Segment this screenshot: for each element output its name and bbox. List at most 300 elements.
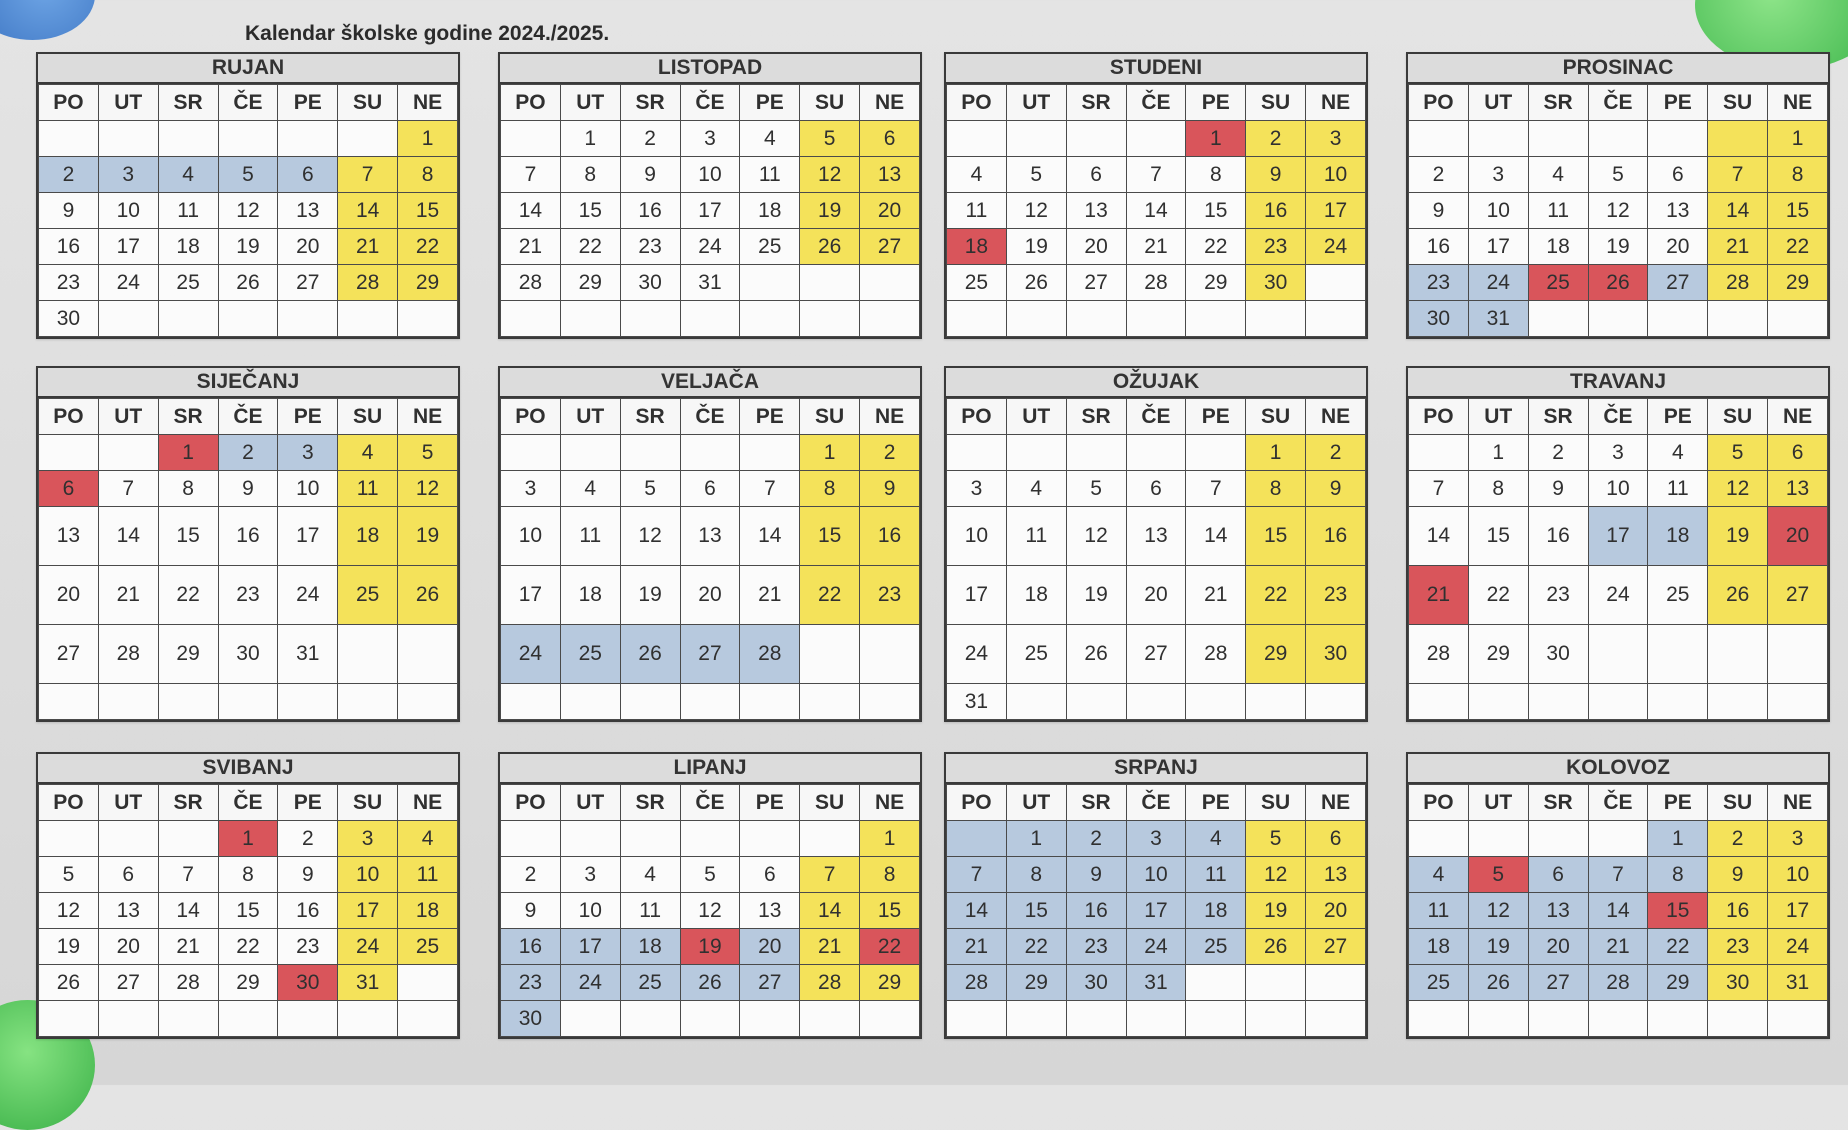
day-cell: 8	[1186, 157, 1246, 193]
day-cell: 14	[1126, 193, 1186, 229]
day-cell	[39, 121, 99, 157]
day-cell: 23	[1306, 566, 1366, 625]
day-cell	[800, 301, 860, 337]
day-header: NE	[860, 85, 920, 121]
day-cell: 13	[860, 157, 920, 193]
day-cell: 13	[1306, 857, 1366, 893]
day-cell: 10	[338, 857, 398, 893]
day-cell: 9	[860, 471, 920, 507]
day-cell: 4	[1528, 157, 1588, 193]
day-cell	[398, 684, 458, 720]
day-cell: 12	[680, 893, 740, 929]
day-cell	[398, 625, 458, 684]
day-cell: 19	[1006, 229, 1066, 265]
day-cell	[560, 821, 620, 857]
day-cell: 4	[1648, 435, 1708, 471]
day-cell: 20	[680, 566, 740, 625]
day-cell: 25	[338, 566, 398, 625]
day-cell	[1066, 1001, 1126, 1037]
day-cell: 4	[740, 121, 800, 157]
day-cell: 29	[1648, 965, 1708, 1001]
day-cell: 16	[1409, 229, 1469, 265]
day-cell	[1306, 684, 1366, 720]
day-cell	[1708, 684, 1768, 720]
day-cell: 21	[1588, 929, 1648, 965]
day-header: ČE	[1126, 85, 1186, 121]
day-cell: 21	[98, 566, 158, 625]
day-cell: 6	[1528, 857, 1588, 893]
day-header: PO	[39, 85, 99, 121]
day-header: NE	[398, 785, 458, 821]
day-cell: 26	[680, 965, 740, 1001]
day-cell: 11	[1186, 857, 1246, 893]
day-cell	[1306, 265, 1366, 301]
day-cell: 10	[501, 507, 561, 566]
day-cell: 23	[218, 566, 278, 625]
day-cell: 4	[947, 157, 1007, 193]
day-cell: 10	[1588, 471, 1648, 507]
day-header: UT	[98, 399, 158, 435]
month-table	[1408, 784, 1828, 1037]
day-cell: 11	[398, 857, 458, 893]
day-cell: 7	[338, 157, 398, 193]
day-cell: 28	[947, 965, 1007, 1001]
day-cell	[860, 1001, 920, 1037]
day-cell: 27	[680, 625, 740, 684]
day-cell	[1246, 301, 1306, 337]
day-cell	[1588, 1001, 1648, 1037]
month-table	[1408, 84, 1828, 337]
blue-magnet-decoration	[0, 0, 95, 40]
day-cell: 22	[1648, 929, 1708, 965]
day-cell: 17	[1588, 507, 1648, 566]
day-header: SU	[800, 785, 860, 821]
day-cell	[1126, 301, 1186, 337]
day-cell: 11	[560, 507, 620, 566]
day-header: UT	[560, 399, 620, 435]
day-cell: 25	[1648, 566, 1708, 625]
month-name: TRAVANJ	[1408, 368, 1828, 398]
day-cell: 25	[560, 625, 620, 684]
day-cell: 12	[1246, 857, 1306, 893]
day-cell: 29	[560, 265, 620, 301]
day-cell: 18	[338, 507, 398, 566]
day-cell	[620, 1001, 680, 1037]
day-cell: 28	[1126, 265, 1186, 301]
day-header: SU	[800, 85, 860, 121]
day-cell: 17	[680, 193, 740, 229]
day-cell	[98, 121, 158, 157]
day-cell: 3	[1588, 435, 1648, 471]
day-cell: 31	[278, 625, 338, 684]
day-cell	[1708, 625, 1768, 684]
day-cell: 6	[98, 857, 158, 893]
day-header: ČE	[1588, 399, 1648, 435]
day-header: PO	[501, 399, 561, 435]
day-cell: 16	[1708, 893, 1768, 929]
day-cell: 27	[39, 625, 99, 684]
month-prosinac	[1406, 52, 1830, 339]
day-cell	[1186, 684, 1246, 720]
day-header: PE	[1648, 399, 1708, 435]
day-cell: 13	[1066, 193, 1126, 229]
day-cell: 28	[98, 625, 158, 684]
day-cell	[398, 1001, 458, 1037]
day-header: SU	[1708, 85, 1768, 121]
day-cell	[1648, 684, 1708, 720]
day-cell: 21	[1409, 566, 1469, 625]
day-cell: 30	[1409, 301, 1469, 337]
month-name: SIJEČANJ	[38, 368, 458, 398]
day-cell: 13	[1768, 471, 1828, 507]
day-cell	[1468, 1001, 1528, 1037]
day-cell	[860, 684, 920, 720]
day-cell: 23	[1246, 229, 1306, 265]
day-cell: 27	[1066, 265, 1126, 301]
day-header: SR	[1528, 399, 1588, 435]
day-cell: 4	[338, 435, 398, 471]
day-cell: 16	[501, 929, 561, 965]
day-cell: 22	[398, 229, 458, 265]
day-cell: 1	[1006, 821, 1066, 857]
day-cell: 30	[278, 965, 338, 1001]
day-header: PO	[947, 399, 1007, 435]
day-cell: 16	[1528, 507, 1588, 566]
day-cell: 20	[98, 929, 158, 965]
day-cell: 17	[501, 566, 561, 625]
day-cell: 2	[501, 857, 561, 893]
day-cell: 2	[1306, 435, 1366, 471]
day-cell: 26	[1588, 265, 1648, 301]
day-cell: 22	[1246, 566, 1306, 625]
day-cell	[1648, 301, 1708, 337]
day-cell: 19	[218, 229, 278, 265]
day-cell: 4	[1006, 471, 1066, 507]
month-table	[38, 398, 458, 720]
day-cell: 12	[1708, 471, 1768, 507]
day-header: NE	[398, 399, 458, 435]
day-cell: 30	[39, 301, 99, 337]
day-cell	[1126, 435, 1186, 471]
day-cell: 7	[158, 857, 218, 893]
day-cell: 22	[1768, 229, 1828, 265]
day-cell: 1	[218, 821, 278, 857]
day-header: ČE	[680, 785, 740, 821]
day-cell	[338, 625, 398, 684]
day-cell: 11	[338, 471, 398, 507]
day-cell: 28	[1409, 625, 1469, 684]
day-cell: 21	[740, 566, 800, 625]
day-cell: 15	[1006, 893, 1066, 929]
day-cell: 29	[1246, 625, 1306, 684]
day-cell	[1768, 301, 1828, 337]
day-cell: 9	[1409, 193, 1469, 229]
day-cell: 7	[1186, 471, 1246, 507]
day-cell: 13	[39, 507, 99, 566]
day-cell: 19	[1066, 566, 1126, 625]
day-cell	[1588, 821, 1648, 857]
day-cell: 8	[1246, 471, 1306, 507]
day-cell	[338, 121, 398, 157]
month-ožujak	[944, 366, 1368, 722]
day-cell: 12	[218, 193, 278, 229]
day-header: NE	[1768, 85, 1828, 121]
day-cell: 6	[1306, 821, 1366, 857]
day-header: UT	[98, 785, 158, 821]
day-cell: 4	[1186, 821, 1246, 857]
day-cell: 20	[1648, 229, 1708, 265]
day-cell	[1126, 121, 1186, 157]
day-cell: 6	[1648, 157, 1708, 193]
month-studeni	[944, 52, 1368, 339]
month-svibanj	[36, 752, 460, 1039]
day-header: PE	[740, 785, 800, 821]
day-cell: 29	[1186, 265, 1246, 301]
month-table	[500, 784, 920, 1037]
day-cell: 23	[39, 265, 99, 301]
day-cell: 10	[680, 157, 740, 193]
month-table	[500, 84, 920, 337]
day-cell	[1648, 1001, 1708, 1037]
day-cell: 14	[1186, 507, 1246, 566]
day-cell: 23	[1409, 265, 1469, 301]
day-cell: 23	[1528, 566, 1588, 625]
day-header: UT	[1468, 785, 1528, 821]
day-cell: 7	[501, 157, 561, 193]
day-cell: 16	[218, 507, 278, 566]
day-cell: 9	[1306, 471, 1366, 507]
day-cell	[1186, 965, 1246, 1001]
day-cell: 9	[218, 471, 278, 507]
day-cell: 25	[398, 929, 458, 965]
day-cell: 3	[1768, 821, 1828, 857]
day-cell	[501, 435, 561, 471]
day-cell: 24	[560, 965, 620, 1001]
day-cell: 9	[1066, 857, 1126, 893]
day-cell: 27	[860, 229, 920, 265]
day-cell: 23	[620, 229, 680, 265]
day-cell	[620, 435, 680, 471]
day-cell	[800, 1001, 860, 1037]
day-cell: 31	[680, 265, 740, 301]
month-name: SVIBANJ	[38, 754, 458, 784]
day-header: NE	[1306, 85, 1366, 121]
day-cell: 25	[1186, 929, 1246, 965]
day-header: UT	[1468, 85, 1528, 121]
day-cell: 29	[398, 265, 458, 301]
day-cell: 13	[278, 193, 338, 229]
day-cell	[158, 1001, 218, 1037]
day-cell	[39, 1001, 99, 1037]
day-cell	[338, 301, 398, 337]
day-cell	[1409, 1001, 1469, 1037]
day-cell: 17	[1126, 893, 1186, 929]
page-title: Kalendar školske godine 2024./2025.	[245, 22, 610, 45]
day-cell	[158, 301, 218, 337]
day-header: NE	[860, 399, 920, 435]
day-header: PE	[1186, 85, 1246, 121]
day-cell: 10	[1468, 193, 1528, 229]
day-cell	[1648, 625, 1708, 684]
day-cell	[218, 684, 278, 720]
day-cell: 14	[740, 507, 800, 566]
day-cell: 24	[680, 229, 740, 265]
day-cell: 18	[1648, 507, 1708, 566]
day-cell: 16	[1306, 507, 1366, 566]
day-cell	[1186, 1001, 1246, 1037]
day-header: PO	[1409, 785, 1469, 821]
day-cell: 9	[39, 193, 99, 229]
day-cell: 8	[158, 471, 218, 507]
day-cell: 2	[1246, 121, 1306, 157]
day-cell: 1	[1468, 435, 1528, 471]
day-cell	[620, 684, 680, 720]
day-cell	[800, 265, 860, 301]
day-cell: 1	[1186, 121, 1246, 157]
day-cell	[1006, 684, 1066, 720]
day-cell: 6	[740, 857, 800, 893]
day-header: UT	[1006, 399, 1066, 435]
day-cell	[620, 301, 680, 337]
day-header: NE	[1768, 785, 1828, 821]
day-cell: 22	[1006, 929, 1066, 965]
day-header: SR	[1066, 85, 1126, 121]
day-header: PO	[947, 85, 1007, 121]
day-cell: 20	[39, 566, 99, 625]
day-cell	[1006, 121, 1066, 157]
day-cell: 31	[1468, 301, 1528, 337]
day-cell: 21	[338, 229, 398, 265]
day-cell: 19	[39, 929, 99, 965]
day-cell: 18	[947, 229, 1007, 265]
day-cell: 27	[1126, 625, 1186, 684]
day-cell: 22	[800, 566, 860, 625]
day-cell: 22	[1468, 566, 1528, 625]
day-cell: 1	[800, 435, 860, 471]
month-name: OŽUJAK	[946, 368, 1366, 398]
day-cell	[1768, 684, 1828, 720]
day-cell: 3	[501, 471, 561, 507]
day-header: NE	[1768, 399, 1828, 435]
day-cell: 15	[560, 193, 620, 229]
day-cell	[1588, 301, 1648, 337]
day-cell: 8	[1468, 471, 1528, 507]
day-cell: 28	[338, 265, 398, 301]
day-cell: 14	[1708, 193, 1768, 229]
day-cell	[1468, 821, 1528, 857]
day-cell: 7	[1409, 471, 1469, 507]
day-cell: 13	[1126, 507, 1186, 566]
day-cell: 19	[1588, 229, 1648, 265]
day-cell: 24	[1126, 929, 1186, 965]
day-cell: 20	[860, 193, 920, 229]
day-cell: 1	[1246, 435, 1306, 471]
day-cell: 24	[338, 929, 398, 965]
day-cell	[39, 821, 99, 857]
day-cell	[398, 301, 458, 337]
day-cell: 10	[560, 893, 620, 929]
day-cell: 14	[800, 893, 860, 929]
day-header: SR	[1528, 85, 1588, 121]
day-header: SU	[1246, 85, 1306, 121]
day-cell: 14	[501, 193, 561, 229]
day-cell: 30	[1306, 625, 1366, 684]
day-cell	[1468, 684, 1528, 720]
month-name: VELJAČA	[500, 368, 920, 398]
day-header: SU	[1708, 785, 1768, 821]
day-cell	[1126, 684, 1186, 720]
day-cell: 5	[1588, 157, 1648, 193]
day-cell: 14	[158, 893, 218, 929]
day-cell: 7	[1588, 857, 1648, 893]
day-header: PO	[501, 785, 561, 821]
day-cell: 24	[501, 625, 561, 684]
day-cell: 2	[1409, 157, 1469, 193]
day-cell: 18	[1186, 893, 1246, 929]
day-cell: 7	[1126, 157, 1186, 193]
day-cell	[1306, 301, 1366, 337]
day-cell	[1648, 121, 1708, 157]
day-cell	[860, 625, 920, 684]
day-cell	[39, 684, 99, 720]
day-cell: 4	[158, 157, 218, 193]
day-cell	[1186, 301, 1246, 337]
day-cell	[680, 1001, 740, 1037]
day-cell: 5	[1006, 157, 1066, 193]
day-cell: 16	[860, 507, 920, 566]
day-cell: 25	[1528, 265, 1588, 301]
day-cell: 30	[1708, 965, 1768, 1001]
month-name: KOLOVOZ	[1408, 754, 1828, 784]
day-cell: 17	[1306, 193, 1366, 229]
day-cell	[158, 821, 218, 857]
day-cell: 24	[1588, 566, 1648, 625]
day-cell: 4	[398, 821, 458, 857]
day-cell: 15	[1186, 193, 1246, 229]
day-cell: 27	[1648, 265, 1708, 301]
day-cell: 30	[1246, 265, 1306, 301]
day-cell: 3	[338, 821, 398, 857]
day-cell: 15	[1768, 193, 1828, 229]
day-header: PO	[39, 399, 99, 435]
day-cell: 21	[1708, 229, 1768, 265]
day-cell: 2	[218, 435, 278, 471]
day-cell: 9	[620, 157, 680, 193]
day-cell	[1006, 1001, 1066, 1037]
month-srpanj	[944, 752, 1368, 1039]
day-cell	[1409, 435, 1469, 471]
day-cell: 5	[1246, 821, 1306, 857]
month-travanj	[1406, 366, 1830, 722]
day-header: SU	[1246, 399, 1306, 435]
day-cell: 14	[1588, 893, 1648, 929]
day-cell	[1246, 1001, 1306, 1037]
day-cell: 25	[620, 965, 680, 1001]
day-cell: 28	[800, 965, 860, 1001]
month-name: PROSINAC	[1408, 54, 1828, 84]
day-cell: 26	[620, 625, 680, 684]
day-cell: 17	[338, 893, 398, 929]
day-header: PE	[740, 85, 800, 121]
day-cell: 22	[218, 929, 278, 965]
day-cell: 9	[1528, 471, 1588, 507]
day-cell: 29	[1768, 265, 1828, 301]
day-cell: 12	[398, 471, 458, 507]
day-cell: 2	[1708, 821, 1768, 857]
day-cell	[1066, 684, 1126, 720]
day-cell	[1246, 684, 1306, 720]
day-cell: 19	[680, 929, 740, 965]
